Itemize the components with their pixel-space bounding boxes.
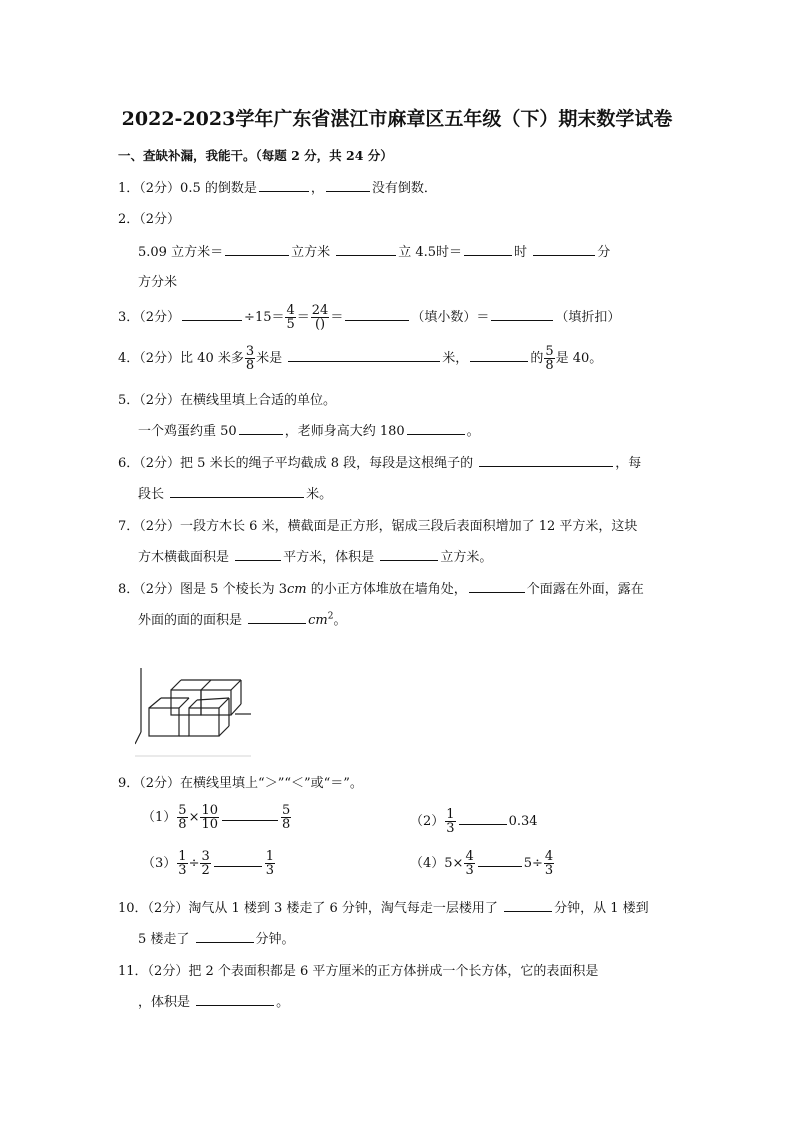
question-8-body: 外面的面的面积是 $cm^2$。 bbox=[138, 611, 347, 628]
fraction: $\frac{4}{5}$ bbox=[286, 303, 295, 332]
question-7-body: 方木横截面积是 平方米，体积是 立方米。 bbox=[138, 550, 493, 565]
question-10: 10．（2分）淘气从 1 楼到 3 楼走了 6 分钟，淘气每走一层楼用了 分钟，从 1 楼到 bbox=[118, 901, 649, 916]
answer-blank bbox=[196, 993, 274, 1006]
cubes-corner-figure bbox=[135, 660, 255, 762]
question-9: 9．（2分）在横线里填上“＞”“＜”或“＝”。 bbox=[118, 776, 363, 791]
section-heading: 一、查缺补漏，我能干。（每题 2 分，共 24 分） bbox=[118, 148, 393, 163]
question-4: 4．（2分）比 40 米多 $\frac{3}{8}$ 米是 米， 的 $\frac{5}{8}$ 是 40。 bbox=[118, 344, 603, 373]
answer-blank bbox=[288, 349, 440, 362]
fraction: $\frac{5}{8}$ bbox=[545, 344, 554, 373]
page-title: 2022-2023学年广东省湛江市麻章区五年级（下）期末数学试卷 bbox=[121, 108, 673, 130]
answer-blank bbox=[407, 422, 465, 435]
answer-blank bbox=[248, 611, 306, 624]
answer-blank bbox=[380, 548, 438, 561]
answer-blank bbox=[469, 580, 525, 593]
answer-blank bbox=[222, 808, 278, 821]
question-6: 6．（2分）把 5 米长的绳子平均截成 8 段，每段是这根绳子的 ，每 bbox=[118, 456, 642, 471]
question-9-part-4: （4）5× $\frac{4}{3}$ 5÷ $\frac{4}{3}$ bbox=[410, 849, 554, 878]
question-7: 7．（2分）一段方木长 6 米，横截面是正方形，锯成三段后表面积增加了 12 平方米，这块 bbox=[118, 519, 638, 534]
question-5-body: 一个鸡蛋约重 50 ，老师身高大约 180 。 bbox=[138, 424, 480, 439]
answer-blank bbox=[479, 454, 613, 467]
question-11: 11．（2分）把 2 个表面积都是 6 平方厘米的正方体拼成一个长方体，它的表面积是 bbox=[118, 964, 599, 979]
answer-blank bbox=[326, 179, 370, 192]
question-6-body: 段长 米。 bbox=[138, 487, 333, 502]
answer-blank bbox=[491, 308, 553, 321]
answer-blank bbox=[459, 812, 507, 825]
question-5: 5．（2分）在横线里填上合适的单位。 bbox=[118, 393, 337, 408]
answer-blank bbox=[533, 243, 595, 256]
fraction: $\frac{3}{8}$ bbox=[245, 344, 255, 373]
answer-blank bbox=[464, 243, 512, 256]
answer-blank bbox=[235, 548, 281, 561]
answer-blank bbox=[182, 308, 242, 321]
question-2-unit: 方分米 bbox=[138, 275, 178, 290]
question-2: 2．（2分） bbox=[118, 212, 181, 227]
answer-blank bbox=[478, 854, 522, 867]
answer-blank bbox=[170, 485, 304, 498]
answer-blank bbox=[345, 308, 409, 321]
answer-blank bbox=[239, 422, 283, 435]
question-8: 8．（2分）图是 5 个棱长为 3cm 的小正方体堆放在墙角处， 个面露在外面，露在 bbox=[118, 582, 644, 597]
answer-blank bbox=[259, 179, 309, 192]
question-1: 1．（2分）0.5 的倒数是 ， 没有倒数． bbox=[118, 181, 437, 196]
answer-blank bbox=[196, 930, 254, 943]
answer-blank bbox=[225, 243, 289, 256]
question-2-body: 5.09 立方米＝ 立方米 立 4.5时＝ 时 分 bbox=[138, 245, 611, 260]
answer-blank bbox=[214, 854, 262, 867]
answer-blank bbox=[336, 243, 396, 256]
answer-blank bbox=[470, 349, 528, 362]
cubes-illustration bbox=[135, 660, 255, 758]
answer-blank bbox=[504, 899, 552, 912]
question-10-body: 5 楼走了 分钟。 bbox=[138, 932, 295, 947]
question-9-part-3: （3） $\frac{1}{3}$ ÷ $\frac{3}{2}$ $\frac{1}{3}$ bbox=[142, 849, 275, 878]
question-11-body: ，体积是 。 bbox=[138, 995, 290, 1010]
fraction: $\frac{24}{()}$ bbox=[311, 303, 329, 332]
question-3: 3．（2分） ÷15＝ $\frac{4}{5}$ ＝ $\frac{24}{()}$ ＝ （填小数）＝ （填折扣） bbox=[118, 303, 621, 332]
question-9-part-1: （1） $\frac{5}{8}$ × $\frac{10}{10}$ $\frac{5}{8}$ bbox=[142, 803, 291, 832]
question-9-part-2: （2） $\frac{1}{3}$ 0.34 bbox=[410, 807, 538, 836]
